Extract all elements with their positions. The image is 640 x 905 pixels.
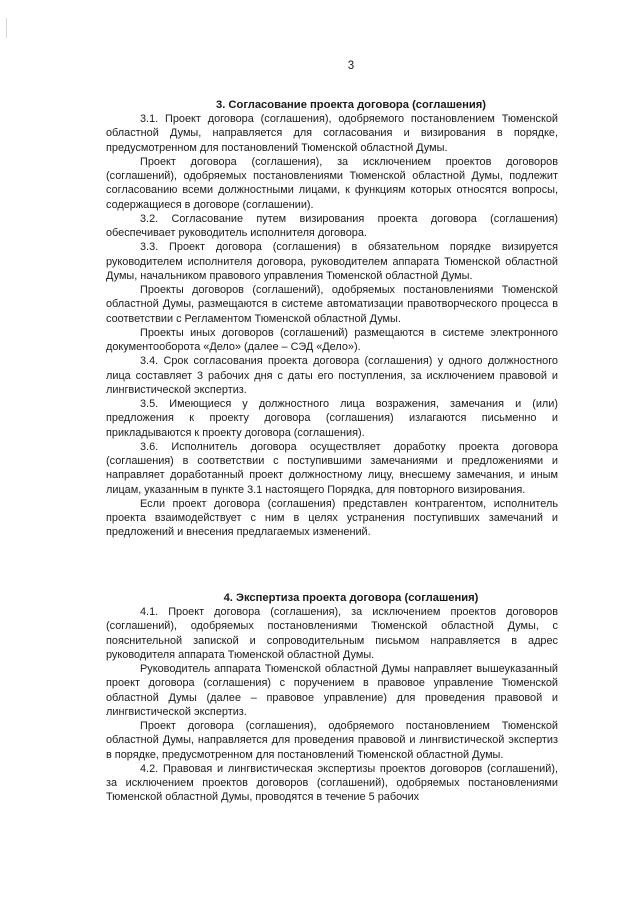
scan-margin-mark	[6, 18, 9, 38]
paragraph-4-1-c: Проект договора (соглашения), одобряемого постановлением Тюменской областной Думы, направляется для проведения правовой и лингвистической экспертиз в порядке, предусмотренном для постановлений Тюменской областной Думы.	[106, 720, 558, 761]
paragraph-4-1: 4.1. Проект договора (соглашения), за исключением проектов договоров (соглашений), одобряемых постановлениями Тюменской областной Думы, с пояснительной запиской и сопроводительным письмом направляется в адрес руководителя аппарата Тюменской областной Думы.	[106, 606, 558, 661]
paragraph-3-6-b: Если проект договора (соглашения) представлен контрагентом, исполнитель проекта взаимодействует с ним в целях устранения поступивших замечаний и предложений и внесения предлагаемых изменений.	[106, 497, 558, 539]
paragraph-3-3-b: Проекты договоров (соглашений), одобряемых постановлениями Тюменской областной Думы, размещаются в системе автоматизации правотворческого процесса в соответствии с Регламентом Тюменской областной Думы.	[106, 284, 558, 325]
paragraph-3-1-b: Проект договора (соглашения), за исключением проектов договоров (соглашений), одобряемых постановлениями Тюменской областной Думы, подлежит согласованию всеми должностными лицами, к функциям которых относятся вопросы, содержащиеся в договоре (соглашении).	[106, 155, 558, 211]
section-4-heading: 4. Экспертиза проекта договора (соглашения)	[223, 592, 479, 604]
paragraph-3-6: 3.6. Исполнитель договора осуществляет доработку проекта договора (соглашения) в соответствии с поступившими замечаниями и предложениями и направляет доработанный проект должностному лицу, внесшему замечания, и иным лицам, указанным в пункте 3.1 настоящего Порядка, для повторного визирования.	[106, 440, 558, 496]
paragraph-3-1: 3.1. Проект договора (соглашения), одобряемого постановлением Тюменской областной Думы, направляется для согласования и визирования в порядке, предусмотренном для постановлений Тюменской областной Думы.	[106, 113, 558, 154]
section-3-heading: 3. Согласование проекта договора (соглашения)	[215, 99, 487, 111]
paragraph-4-1-b: Руководитель аппарата Тюменской областной Думы направляет вышеуказанный проект договора (соглашения) с поручением в правовое управление Тюменской областной Думы (далее – правовое управление) для проведения правовой и лингвистической экспертиз.	[106, 663, 558, 718]
paragraph-3-5: 3.5. Имеющиеся у должностного лица возражения, замечания и (или) предложения к проекту договора (соглашения) излагаются письменно и прикладываются к проекту договора (соглашения).	[106, 398, 558, 439]
section-3-body	[106, 112, 558, 540]
section-4-body	[106, 605, 558, 805]
paragraph-3-3-c: Проекты иных договоров (соглашений) размещаются в системе электронного документооборота «Дело» (далее – СЭД «Дело»).	[106, 326, 558, 353]
paragraph-4-2: 4.2. Правовая и лингвистическая экспертизы проектов договоров (соглашений), за исключением проектов договоров (соглашений), одобряемых постановлениями Тюменской областной Думы, проводятся в течение 5 рабочих	[106, 762, 558, 804]
paragraph-3-4: 3.4. Срок согласования проекта договора (соглашения) у одного должностного лица составляет 3 рабочих дня с даты его поступления, за исключением правовой и лингвистической экспертиз.	[106, 355, 558, 396]
paragraph-3-2: 3.2. Согласование путем визирования проекта договора (соглашения) обеспечивает руководитель исполнителя договора.	[106, 212, 558, 239]
page-number: 3	[347, 60, 355, 72]
paragraph-3-3: 3.3. Проект договора (соглашения) в обязательном порядке визируется руководителем исполнителя договора, руководителем аппарата Тюменской областной Думы, начальником правового управления Тюменской областной Думы.	[106, 241, 558, 282]
